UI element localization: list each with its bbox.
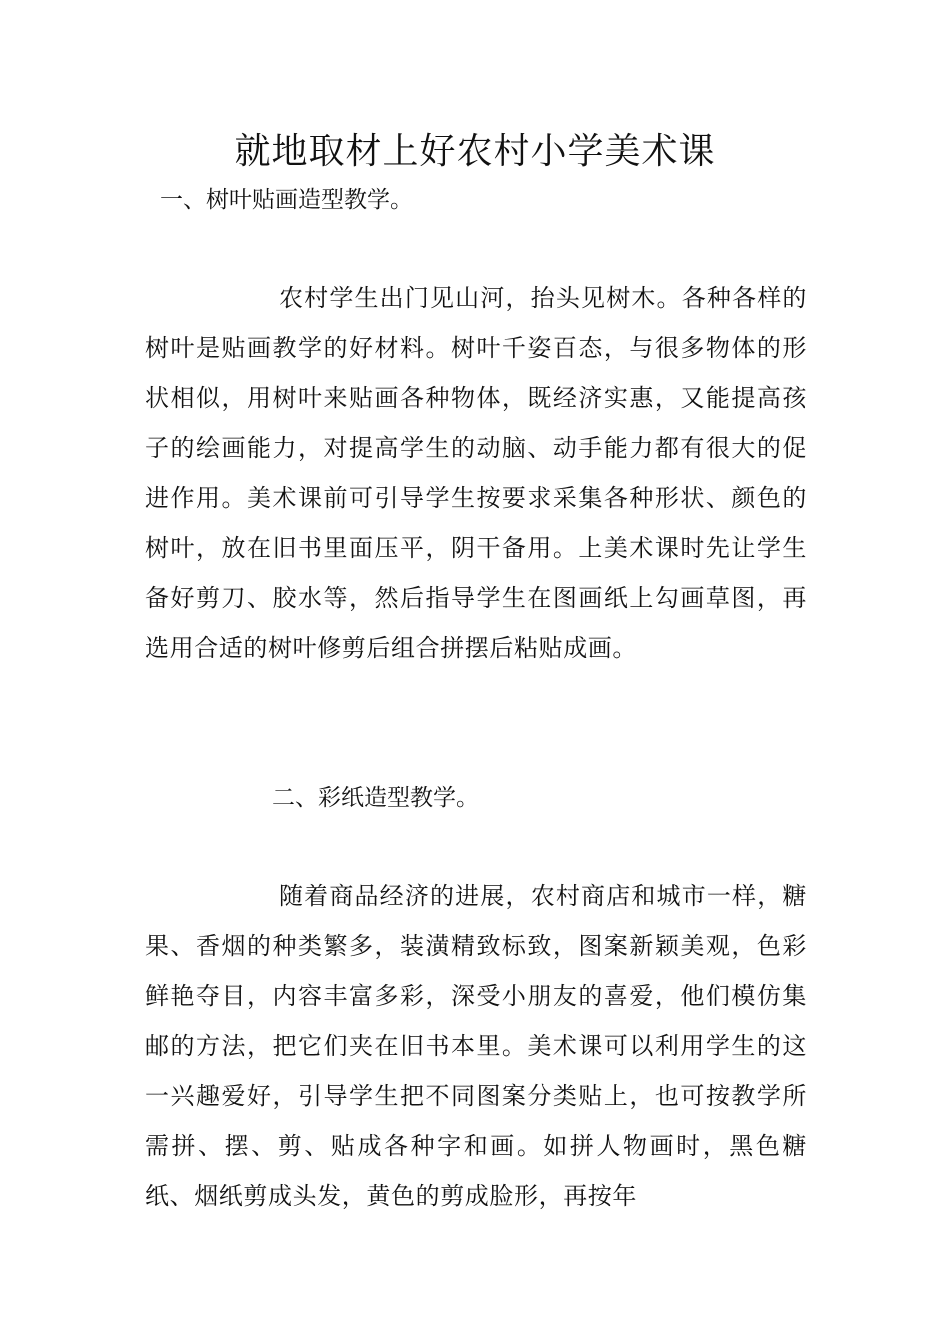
section-2-heading: 二、彩纸造型教学。 [272, 785, 479, 811]
section-1-heading: 一、树叶贴画造型教学。 [160, 187, 413, 213]
section-1-paragraph: 农村学生出门见山河，抬头见树木。各种各样的树叶是贴画教学的好材料。树叶千姿百态，与很多物体的形状相似，用树叶来贴画各种物体，既经济实惠，又能提高孩子的绘画能力，对提高学生的动脑、动手能力都有很大的促进作用。美术课前可引导学生按要求采集各种形状、颜色的树叶，放在旧书里面压平，阴干备用。上美术课时先让学生备好剪刀、胶水等，然后指导学生在图画纸上勾画草图，再选用合适的树叶修剪后组合拼摆后粘贴成画。 [145, 284, 807, 662]
document-title: 就地取材上好农村小学美术课 [234, 131, 716, 172]
section-2-paragraph: 随着商品经济的进展，农村商店和城市一样，糖果、香烟的种类繁多，装潢精致标致，图案新颖美观，色彩鲜艳夺目，内容丰富多彩，深受小朋友的喜爱，他们模仿集邮的方法，把它们夹在旧书本里。美术课可以利用学生的这一兴趣爱好，引导学生把不同图案分类贴上，也可按教学所需拼、摆、剪、贴成各种字和画。如拼人物画时，黑色糖纸、烟纸剪成头发，黄色的剪成脸形，再按年 [145, 882, 807, 1210]
